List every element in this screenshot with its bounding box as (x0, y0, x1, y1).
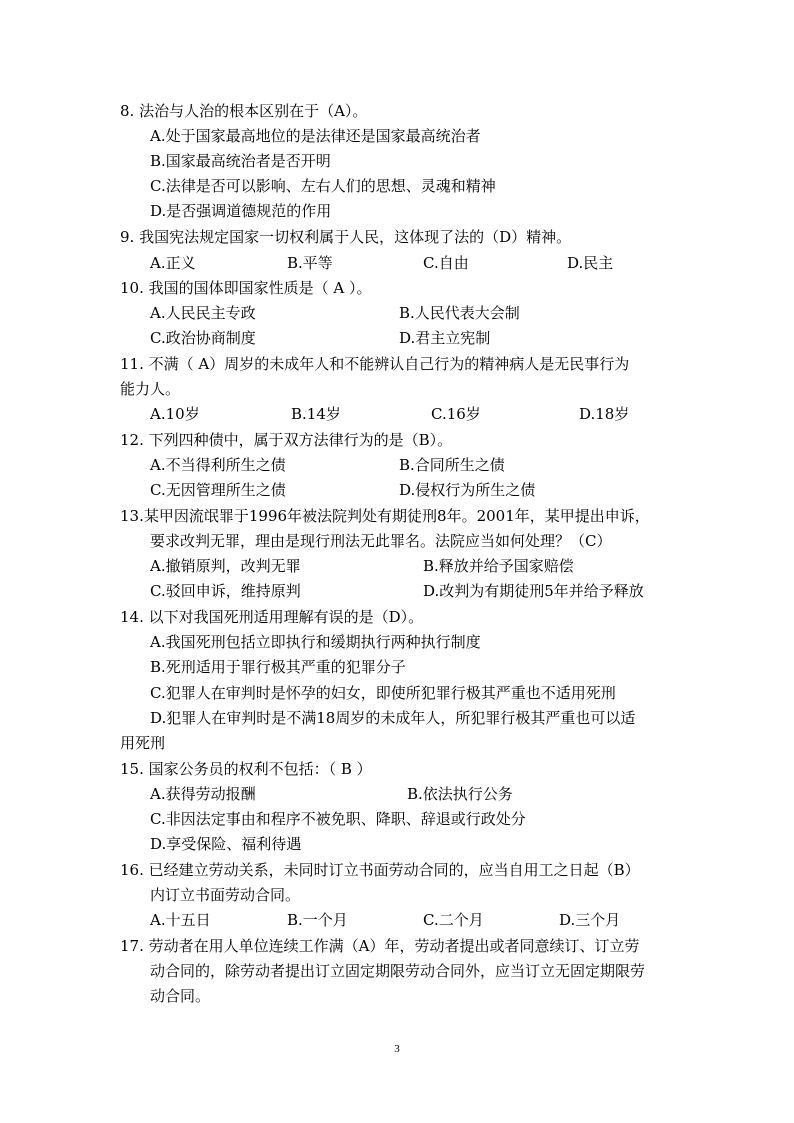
question-13-stem-cont: 要求改判无罪，理由是现行刑法无此罪名。法院应当如何处理？（C） (150, 532, 612, 550)
question-17-stem: 17. 劳动者在用人单位连续工作满（A）年，劳动者提出或者同意续订、订立劳 (120, 937, 640, 955)
question-13-option-b: B.释放并给予国家赔偿 (423, 557, 574, 575)
question-10-option-c: C.政治协商制度 (150, 329, 256, 347)
question-13-option-d: D.改判为有期徒刑5年并给予释放 (423, 582, 644, 600)
question-10-option-a: A.人民民主专政 (150, 304, 256, 322)
question-17-stem-cont-2: 动合同。 (150, 987, 211, 1005)
question-11-stem-cont: 能力人。 (120, 380, 181, 398)
question-15-option-b: B.依法执行公务 (407, 785, 513, 803)
question-8-option-c: C.法律是否可以影响、左右人们的思想、灵魂和精神 (150, 177, 496, 195)
question-11-option-a: A.10岁 (150, 405, 200, 423)
question-14-stem: 14. 以下对我国死刑适用理解有误的是（D）。 (120, 608, 424, 626)
question-9-option-d: D.民主 (567, 254, 614, 272)
question-10-option-d: D.君主立宪制 (399, 329, 491, 347)
question-16-option-c: C.二个月 (423, 911, 484, 929)
question-17-stem-cont-1: 动合同的，除劳动者提出订立固定期限劳动合同外，应当订立无固定期限劳 (150, 962, 646, 980)
question-15-option-c: C.非因法定事由和程序不被免职、降职、辞退或行政处分 (150, 810, 526, 828)
question-16-option-d: D.三个月 (559, 911, 621, 929)
question-10-option-b: B.人民代表大会制 (399, 304, 520, 322)
question-12-option-d: D.侵权行为所生之债 (399, 481, 536, 499)
question-10-stem: 10. 我国的国体即国家性质是（ A ）。 (120, 279, 372, 297)
question-8-option-d: D.是否强调道德规范的作用 (150, 202, 332, 220)
question-8-stem: 8. 法治与人治的根本区别在于（A）。 (120, 102, 368, 120)
question-13-option-a: A.撤销原判，改判无罪 (150, 557, 301, 575)
question-8-option-b: B.国家最高统治者是否开明 (150, 152, 331, 170)
question-9-option-b: B.平等 (287, 254, 333, 272)
question-16-stem-cont: 内订立书面劳动合同。 (150, 886, 301, 904)
question-15-option-d: D.享受保险、福利待遇 (150, 835, 302, 853)
question-11-option-b: B.14岁 (291, 405, 341, 423)
question-13-option-c: C.驳回申诉，维持原判 (150, 582, 301, 600)
question-16-option-b: B.一个月 (287, 911, 348, 929)
question-11-stem: 11. 不满（ A）周岁的未成年人和不能辨认自己行为的精神病人是无民事行为 (120, 355, 630, 373)
question-15-option-a: A.获得劳动报酬 (150, 785, 256, 803)
question-14-option-d-cont: 用死刑 (120, 734, 166, 752)
question-12-option-b: B.合同所生之债 (399, 456, 505, 474)
question-11-option-d: D.18岁 (579, 405, 630, 423)
question-12-option-c: C.无因管理所生之债 (150, 481, 286, 499)
page-number: 3 (394, 1043, 400, 1055)
question-9-stem: 9. 我国宪法规定国家一切权利属于人民，这体现了法的（D）精神。 (120, 228, 572, 246)
question-14-option-d: D.犯罪人在审判时是不满18周岁的未成年人，所犯罪行极其严重也可以适 (150, 709, 636, 727)
question-15-stem: 15. 国家公务员的权利不包括：（ B ） (120, 760, 372, 778)
question-11-option-c: C.16岁 (431, 405, 481, 423)
question-9-option-c: C.自由 (423, 254, 469, 272)
question-14-option-b: B.死刑适用于罪行极其严重的犯罪分子 (150, 658, 406, 676)
question-16-option-a: A.十五日 (150, 911, 211, 929)
question-13-stem: 13.某甲因流氓罪于1996年被法院判处有期徒刑8年。2001年，某甲提出申诉， (120, 507, 650, 525)
question-12-option-a: A.不当得利所生之债 (150, 456, 286, 474)
question-12-stem: 12. 下列四种债中，属于双方法律行为的是（B）。 (120, 431, 453, 449)
question-9-option-a: A.正义 (150, 254, 196, 272)
question-16-stem: 16. 已经建立劳动关系，未同时订立书面劳动合同的，应当自用工之日起（B） (120, 861, 640, 879)
question-14-option-a: A.我国死刑包括立即执行和缓期执行两种执行制度 (150, 633, 481, 651)
question-14-option-c: C.犯罪人在审判时是怀孕的妇女，即使所犯罪行极其严重也不适用死刑 (150, 684, 616, 702)
question-8-option-a: A.处于国家最高地位的是法律还是国家最高统治者 (150, 127, 481, 145)
